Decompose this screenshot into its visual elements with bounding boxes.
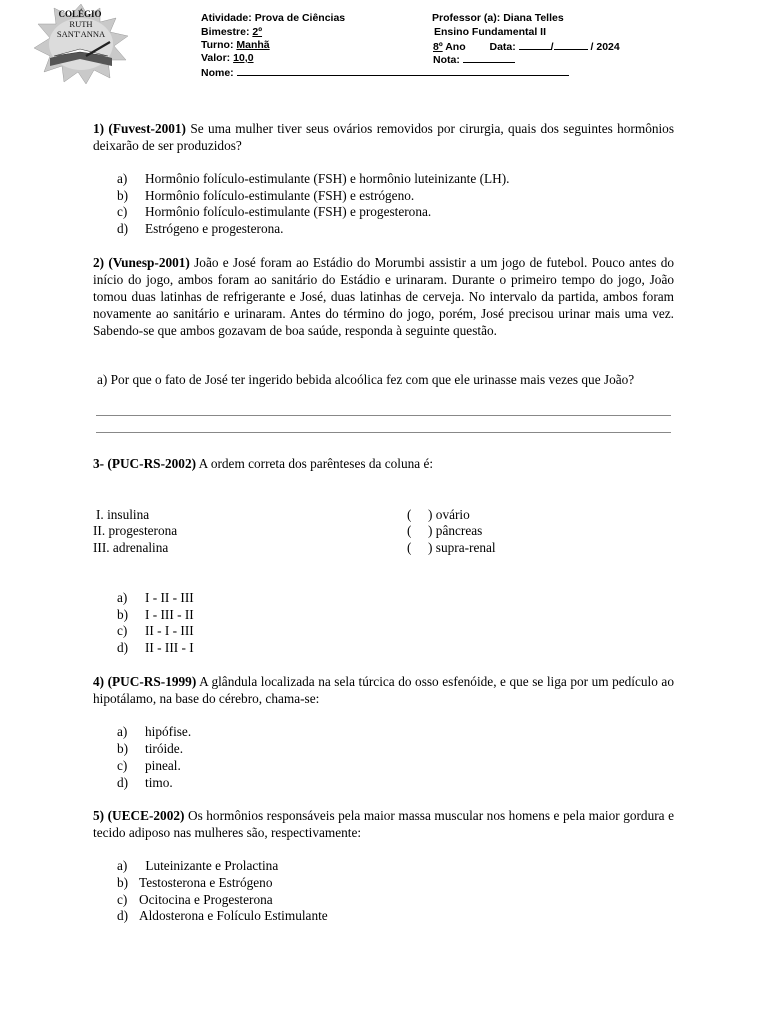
atividade-label: Atividade: [201, 12, 252, 24]
q4-option-a-letter: a) [117, 724, 128, 739]
q3-option-c[interactable] [117, 622, 194, 639]
question-5-source: 5) (UECE-2002) [93, 808, 185, 823]
ano-label: Ano [445, 41, 466, 53]
q4-option-c-text: pineal. [145, 758, 181, 773]
question-3 [93, 455, 674, 472]
data-label: Data: [489, 41, 516, 53]
q5-option-b[interactable] [117, 874, 272, 891]
q5-option-c-letter: c) [117, 892, 128, 907]
turno-label: Turno: [201, 39, 234, 51]
valor-value: 10,0 [233, 52, 254, 64]
q3-left-item: III. adrenalina [93, 540, 169, 555]
data-year: / 2024 [590, 41, 620, 53]
q3-option-a-letter: a) [117, 590, 128, 605]
school-logo [30, 2, 132, 86]
atividade-row [201, 12, 345, 26]
question-2-sub-a: a) Por que o fato de José ter ingerido bebida alcoólica fez com que ele urinasse mais vezes que João? [97, 372, 635, 387]
bimestre-value: 2º [252, 26, 263, 38]
q1-option-b[interactable] [117, 187, 414, 204]
question-5-text: Os hormônios responsáveis pela maior massa muscular nos homens e pela maior gordura e tecido adiposo nas mulheres são, respectivamente: [93, 808, 674, 840]
professor-value: Diana Telles [503, 12, 564, 24]
q1-option-c-letter: c) [117, 204, 128, 219]
q1-option-b-text: Hormônio folículo-estimulante (FSH) e estrógeno. [145, 188, 415, 203]
q3-left-item: I. insulina [96, 507, 150, 522]
question-2-source: 2) (Vunesp-2001) [93, 255, 190, 270]
q4-option-d[interactable] [117, 774, 173, 791]
q4-option-a[interactable] [117, 723, 191, 740]
q4-option-a-text: hipófise. [145, 724, 192, 739]
q3-right-item[interactable]: ( ) ovário [407, 507, 470, 522]
q4-option-b[interactable] [117, 740, 183, 757]
q4-option-d-text: timo. [145, 775, 173, 790]
question-5 [93, 807, 674, 841]
q5-option-b-text: Testosterona e Estrógeno [139, 875, 273, 890]
q3-option-d-letter: d) [117, 640, 129, 655]
valor-label: Valor: [201, 52, 231, 64]
nota-label: Nota: [433, 54, 460, 66]
question-3-source: 3- (PUC-RS-2002) [93, 456, 197, 471]
q4-option-b-text: tiróide. [145, 741, 184, 756]
data-month-field[interactable] [554, 39, 588, 50]
logo-text-2: RUTH [69, 19, 93, 29]
q3-option-d-text: II - III - I [145, 640, 194, 655]
professor-label: Professor (a): [432, 12, 501, 24]
ano-value: 8º [433, 41, 443, 53]
question-4 [93, 673, 674, 707]
q1-option-d-text: Estrógeno e progesterona. [145, 221, 284, 236]
question-2 [93, 254, 674, 339]
data-day-field[interactable] [519, 39, 551, 50]
atividade-value: Prova de Ciências [254, 12, 346, 24]
q3-option-b-text: I - III - II [145, 607, 194, 622]
q1-option-c[interactable] [117, 203, 431, 220]
logo-text-1: COLÉGIO [58, 9, 102, 19]
nome-label: Nome: [201, 67, 234, 79]
q5-option-a-letter: a) [117, 858, 128, 873]
question-1-text: Se uma mulher tiver seus ovários removidos por cirurgia, quais dos seguintes hormônios deixarão de ser produzidos? [93, 121, 675, 153]
q3-option-c-letter: c) [117, 623, 128, 638]
q3-option-a[interactable] [117, 589, 194, 606]
answer-line-2[interactable] [96, 432, 671, 433]
q1-option-d-letter: d) [117, 221, 129, 236]
valor-row [201, 52, 254, 66]
question-3-text: A ordem correta dos parênteses da coluna é: [198, 456, 434, 471]
q5-option-d-text: Aldosterona e Folículo Estimulante [139, 908, 328, 923]
q3-option-d[interactable] [117, 639, 194, 656]
ano-data-row: 8º Ano Data: / / 2024 [433, 41, 620, 53]
ensino-text: Ensino Fundamental II [434, 26, 547, 38]
q1-option-a-letter: a) [117, 171, 128, 186]
q3-option-b[interactable] [117, 606, 194, 623]
question-1 [93, 120, 674, 154]
q5-option-a-text: Luteinizante e Prolactina [142, 858, 279, 873]
q5-option-c-text: Ocitocina e Progesterona [139, 892, 273, 907]
nome-field[interactable] [237, 65, 569, 76]
question-4-text: A glândula localizada na sela túrcica do osso esfenóide, e que se liga por um pedículo ao hipotálamo, na base do cérebro, chama-se: [93, 674, 674, 706]
professor-row [432, 12, 564, 26]
q1-option-c-text: Hormônio folículo-estimulante (FSH) e progesterona. [145, 204, 432, 219]
nota-row [433, 52, 515, 68]
q1-option-a[interactable] [117, 170, 509, 187]
q1-option-b-letter: b) [117, 188, 129, 203]
logo-text-3: SANT'ANNA [56, 29, 106, 39]
q4-option-c-letter: c) [117, 758, 128, 773]
q5-option-d[interactable] [117, 907, 328, 924]
q5-option-a[interactable] [117, 857, 278, 874]
q5-option-b-letter: b) [117, 875, 129, 890]
q4-option-b-letter: b) [117, 741, 129, 756]
q3-left-item: II. progesterona [93, 523, 178, 538]
turno-row [201, 39, 270, 53]
nota-field[interactable] [463, 52, 515, 63]
q5-option-c[interactable] [117, 891, 273, 908]
question-2-text: João e José foram ao Estádio do Morumbi assistir a um jogo de futebol. Pouco antes do início do jogo, ambos foram ao sanitário do Estádio e urinaram. Durante o primeiro tempo do jogo, João tomou duas latinhas de refrigerante e José, duas latinhas de cerveja. No intervalo da partida, ambos foram novamente ao sanitário e urinaram. Antes do término do jogo, porém, José precisou urinar mais uma vez. Sabendo-se que ambos gozavam de boa saúde, responda à seguinte questão. [93, 255, 674, 338]
q1-option-a-text: Hormônio folículo-estimulante (FSH) e hormônio luteinizante (LH). [145, 171, 510, 186]
q4-option-c[interactable] [117, 757, 181, 774]
bimestre-label: Bimestre: [201, 26, 250, 38]
answer-line-1[interactable] [96, 415, 671, 416]
q5-option-d-letter: d) [117, 908, 129, 923]
q3-option-b-letter: b) [117, 607, 129, 622]
question-1-source: 1) (Fuvest-2001) [93, 121, 186, 136]
q1-option-d[interactable] [117, 220, 283, 237]
q3-option-a-text: I - II - III [145, 590, 194, 605]
q4-option-d-letter: d) [117, 775, 129, 790]
question-4-source: 4) (PUC-RS-1999) [93, 674, 197, 689]
turno-value: Manhã [236, 39, 270, 51]
q3-option-c-text: II - I - III [145, 623, 194, 638]
q3-right-item[interactable]: ( ) pâncreas [407, 523, 483, 538]
q3-right-item[interactable]: ( ) supra-renal [407, 540, 496, 555]
bimestre-row [201, 26, 262, 40]
